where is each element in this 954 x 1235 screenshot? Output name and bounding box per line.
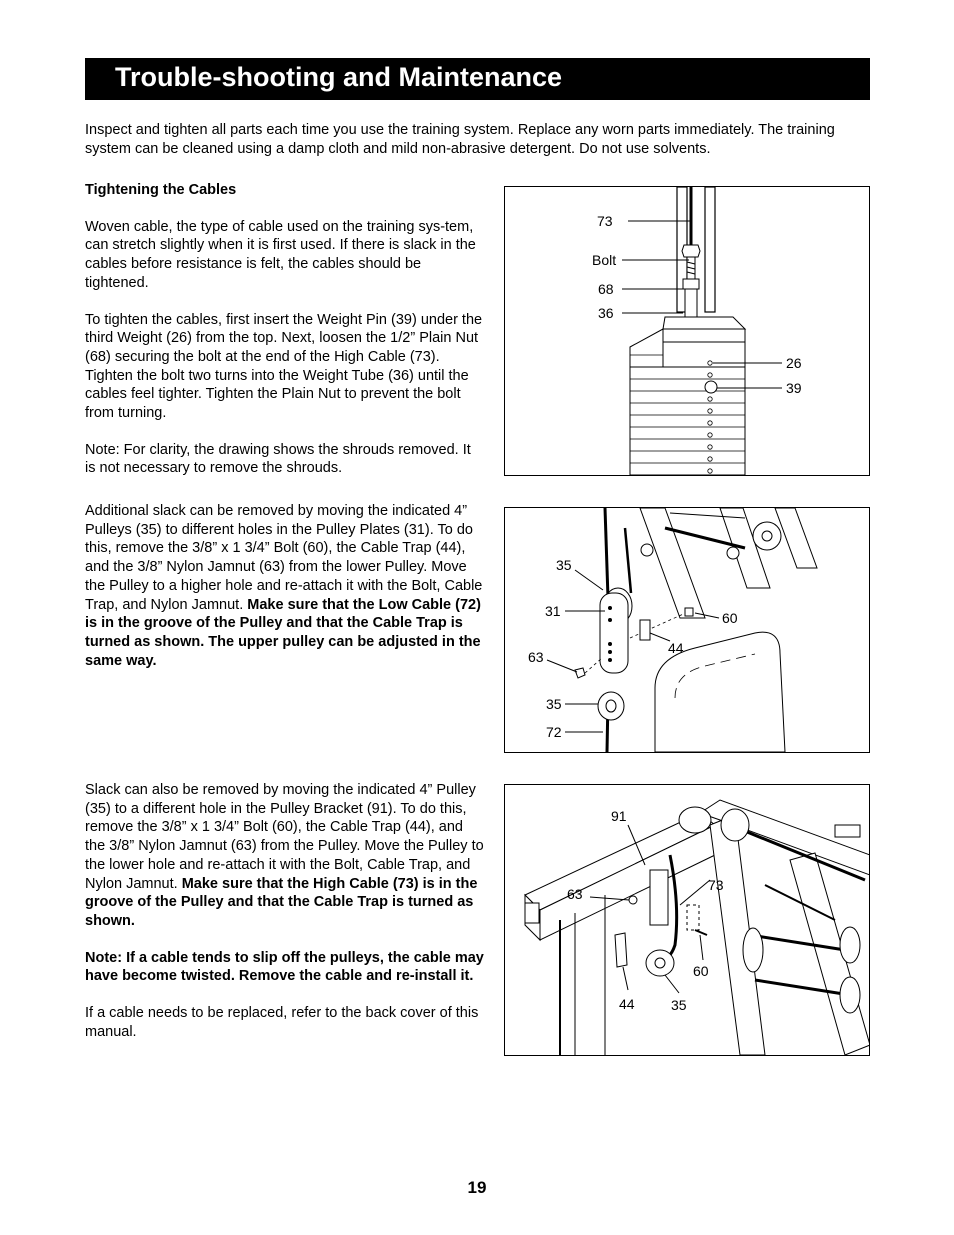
label-91: 91	[611, 808, 627, 824]
figure-pulley-plates	[504, 507, 870, 753]
label-68: 68	[598, 281, 614, 297]
paragraph-woven-cable: Woven cable, the type of cable used on the training sys-tem, can stretch slightly when it is first used. If there is slack in the cables before resistance is felt, the cables should be tightened.	[85, 218, 476, 291]
label-26: 26	[786, 355, 802, 371]
label-35: 35	[671, 997, 687, 1013]
pulley-plates-warning: Make sure that the Low Cable (72) is in the groove of the Pulley and that the Cable Trap is turned as shown. The upper pulley can be adjusted in the same way.	[85, 596, 481, 669]
label-63: 63	[528, 649, 544, 665]
label-60: 60	[722, 610, 738, 626]
weight-stack-drawing	[505, 187, 869, 475]
paragraph-pulley-plates	[85, 502, 485, 670]
section-pulley-plates	[85, 502, 485, 670]
paragraph-replace-cable: If a cable needs to be replaced, refer to the back cover of this manual.	[85, 1005, 479, 1040]
label-35-lower: 35	[546, 696, 562, 712]
pulley-plates-text: Additional slack can be removed by moving the indicated 4” Pulleys (35) to different holes in the Pulley Plates (31). To do this, remove the 3/8” x 1 3/4” Bolt (60), the Cable Trap (44), and the 3/8” Nylon Jamnut (63) from the lower Pulley. Move the Pulley to a higher hole and re-attach it with the Bolt, Cable Trap, and Nylon Jamnut.	[85, 503, 483, 613]
section-tightening-cables	[85, 181, 485, 478]
label-35-upper: 35	[556, 557, 572, 573]
label-73: 73	[708, 877, 724, 893]
pulley-plates-drawing	[505, 508, 869, 752]
section-heading: Tightening the Cables	[85, 182, 237, 198]
label-60: 60	[693, 963, 709, 979]
paragraph-twisted-note: Note: If a cable tends to slip off the pulleys, the cable may have become twisted. Remove the cable and re-install it.	[85, 949, 484, 985]
label-36: 36	[598, 305, 614, 321]
label-72: 72	[546, 724, 562, 740]
label-31: 31	[545, 603, 561, 619]
page-number: 19	[467, 1178, 487, 1197]
label-63: 63	[567, 886, 583, 902]
section-pulley-bracket	[85, 781, 485, 1041]
label-44: 44	[619, 996, 635, 1012]
label-44: 44	[668, 640, 684, 656]
paragraph-tighten-steps: To tighten the cables, first insert the Weight Pin (39) under the third Weight (26) from the top. Next, loosen the 1/2” Plain Nut (68) securing the bolt at the end of the High Cable (73). Tighten the bolt two turns into the Weight Tube (36) until the cables feel tighter. Tighten the Plain Nut to prevent the bolt from turning.	[85, 311, 483, 422]
paragraph-shroud-note: Note: For clarity, the drawing shows the shrouds removed. It is not necessary to remove the shrouds.	[85, 441, 471, 477]
pulley-bracket-drawing	[505, 785, 869, 1055]
label-bolt: Bolt	[592, 252, 617, 268]
figure-weight-stack	[504, 186, 870, 476]
label-39: 39	[786, 380, 802, 396]
page-title: Trouble-shooting and Maintenance	[115, 62, 563, 92]
title-bar	[85, 58, 870, 100]
intro-paragraph: Inspect and tighten all parts each time you use the training system. Replace any worn parts immediately. The training system can be cleaned using a damp cloth and mild non-abrasive detergent. Do not use solvents.	[85, 122, 835, 157]
pulley-bracket-warning: Make sure that the High Cable (73) is in the groove of the Pulley and that the Cable Trap is turned as shown.	[85, 875, 478, 929]
paragraph-pulley-bracket	[85, 781, 485, 931]
pulley-bracket-text: Slack can also be removed by moving the indicated 4” Pulley (35) to a different hole in the Pulley Bracket (91). To do this, remove the 3/8” x 1 3/4” Bolt (60), the Cable Trap (44), and the 3/8” Nylon Jamnut (63) from the Pulley. Move the Pulley to the lower hole and re-attach it with the Bolt, Cable Trap, and Nylon Jamnut.	[85, 782, 484, 892]
label-73: 73	[597, 213, 613, 229]
figure-pulley-bracket	[504, 784, 870, 1056]
